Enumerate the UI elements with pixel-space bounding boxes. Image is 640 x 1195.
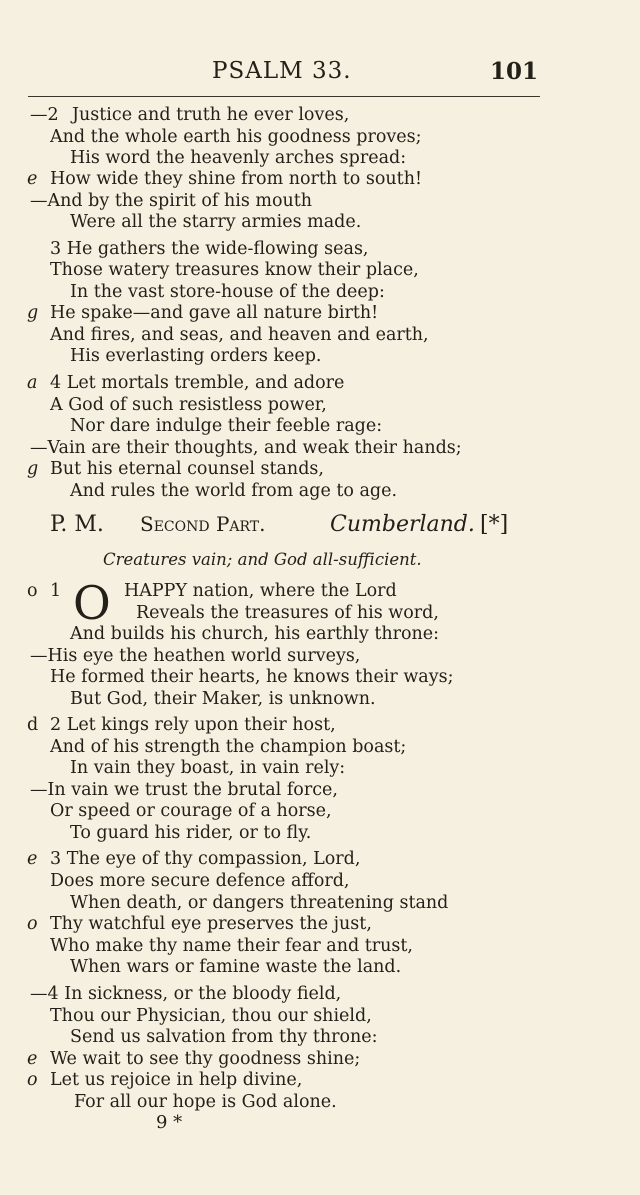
verse-line <box>0 394 640 416</box>
verse-line <box>0 480 640 502</box>
verse-text: And the whole earth his goodness proves; <box>50 127 422 147</box>
verse-line <box>0 415 640 437</box>
verse-line <box>0 800 640 822</box>
verse-text: —4 In sickness, or the bloody field, <box>30 984 342 1004</box>
expression-mark: g <box>27 459 39 479</box>
verse-text: When wars or famine waste the land. <box>70 957 402 977</box>
verse-text: And rules the world from age to age. <box>70 481 398 501</box>
section-subtitle: Creatures vain; and God all-sufficient. <box>103 550 422 569</box>
verse-line <box>0 623 640 645</box>
section-title <box>0 512 640 546</box>
verse-text: A God of such resistless power, <box>50 395 327 415</box>
verse-lead: —2 <box>30 105 59 125</box>
running-title: PSALM 33. <box>212 58 352 84</box>
verse-text: We wait to see thy goodness shine; <box>50 1049 361 1069</box>
verse-line <box>0 956 640 978</box>
verse-text: —His eye the heathen world surveys, <box>30 646 361 666</box>
verse-text: 3 He gathers the wide-flowing seas, <box>50 239 369 259</box>
verse-text: In the vast store-house of the deep: <box>70 282 385 302</box>
verse-line <box>0 822 640 844</box>
verse-line <box>0 736 640 758</box>
verse-line <box>0 190 640 212</box>
tune-name: Cumberland. <box>330 512 475 537</box>
verse-text: Thy watchful eye preserves the just, <box>50 914 372 934</box>
verse-text: Those watery treasures know their place, <box>50 260 419 280</box>
verse-text: How wide they shine from north to south! <box>50 169 423 189</box>
verse-text: —Vain are their thoughts, and weak their hands; <box>30 438 462 458</box>
verse-text: Let us rejoice in help divine, <box>50 1070 303 1090</box>
verse-line <box>0 688 640 710</box>
verse-line <box>0 935 640 957</box>
verse-line <box>0 870 640 892</box>
expression-mark: o <box>27 581 38 601</box>
verse-text: But God, their Maker, is unknown. <box>70 689 376 709</box>
signature-mark: 9 * <box>156 1112 183 1133</box>
verse-text: But his eternal counsel stands, <box>50 459 324 479</box>
verse-text: Reveals the treasures of his word, <box>136 603 439 623</box>
verse-line <box>0 324 640 346</box>
verse-line <box>0 147 640 169</box>
verse-text: He spake—and gave all nature birth! <box>50 303 379 323</box>
verse-text: —And by the spirit of his mouth <box>30 191 313 211</box>
verse-text: Thou our Physician, thou our shield, <box>50 1006 372 1026</box>
verse-line <box>0 1026 640 1048</box>
verse-text: In vain they boast, in vain rely: <box>70 758 346 778</box>
verse-line <box>0 238 640 260</box>
drop-cap: O <box>73 576 111 630</box>
page-number: 101 <box>490 58 539 85</box>
page-header <box>0 58 640 92</box>
verse-text: Does more secure defence afford, <box>50 871 350 891</box>
verse-line <box>0 1091 640 1113</box>
verse-text: Send us salvation from thy throne: <box>70 1027 378 1047</box>
verse-text: And fires, and seas, and heaven and earth, <box>50 325 429 345</box>
verse-text: Or speed or courage of a horse, <box>50 801 332 821</box>
expression-mark: g <box>27 303 39 323</box>
verse-line <box>0 892 640 914</box>
expression-mark: e <box>27 169 38 189</box>
verse-text: Who make thy name their fear and trust, <box>50 936 413 956</box>
verse-line <box>0 437 640 459</box>
expression-mark: d <box>27 715 39 735</box>
verse-number: 1 <box>50 581 62 601</box>
verse-text: HAPPY nation, where the Lord <box>124 581 397 601</box>
verse-line <box>0 779 640 801</box>
verse-line <box>0 1069 640 1091</box>
verse-line <box>0 302 640 324</box>
verse-line <box>0 714 640 736</box>
verse-text: And builds his church, his earthly throne: <box>70 624 440 644</box>
verse-line <box>0 666 640 688</box>
verse-line <box>0 913 640 935</box>
expression-mark: o <box>27 1070 38 1090</box>
expression-mark: o <box>27 914 38 934</box>
verse-text: And of his strength the champion boast; <box>50 737 407 757</box>
verse-line <box>0 458 640 480</box>
verse-text: —In vain we trust the brutal force, <box>30 780 338 800</box>
verse-text: 4 Let mortals tremble, and adore <box>50 373 345 393</box>
verse-line <box>0 372 640 394</box>
verse-line <box>0 1005 640 1027</box>
verse-text: Nor dare indulge their feeble rage: <box>70 416 383 436</box>
expression-mark: e <box>27 849 38 869</box>
expression-mark: a <box>27 373 38 393</box>
verse-text: 3 The eye of thy compassion, Lord, <box>50 849 361 869</box>
verse-text: His everlasting orders keep. <box>70 346 322 366</box>
verse-line <box>0 602 640 624</box>
verse-text: Justice and truth he ever loves, <box>72 105 350 125</box>
reference-mark: [*] <box>480 512 509 537</box>
verse-line <box>0 259 640 281</box>
verse-text: When death, or dangers threatening stand <box>70 893 449 913</box>
verse-text: He formed their hearts, he knows their ways; <box>50 667 454 687</box>
verse-line <box>0 848 640 870</box>
verse-text: To guard his rider, or to fly. <box>70 823 312 843</box>
verse-text: Were all the starry armies made. <box>70 212 362 232</box>
verse-line <box>0 281 640 303</box>
meter-label: P. M. <box>50 512 104 537</box>
header-rule <box>28 96 540 97</box>
verse-line <box>0 104 640 126</box>
verse-line <box>0 645 640 667</box>
verse-text: For all our hope is God alone. <box>74 1092 337 1112</box>
verse-line <box>0 757 640 779</box>
verse-text: His word the heavenly arches spread: <box>70 148 407 168</box>
verse-line <box>0 1048 640 1070</box>
verse-line <box>0 168 640 190</box>
verse-text: 2 Let kings rely upon their host, <box>50 715 336 735</box>
part-label: Second Part. <box>140 512 266 536</box>
verse-line <box>0 983 640 1005</box>
expression-mark: e <box>27 1049 38 1069</box>
verse-line <box>0 345 640 367</box>
verse-line <box>0 126 640 148</box>
verse-line <box>0 211 640 233</box>
